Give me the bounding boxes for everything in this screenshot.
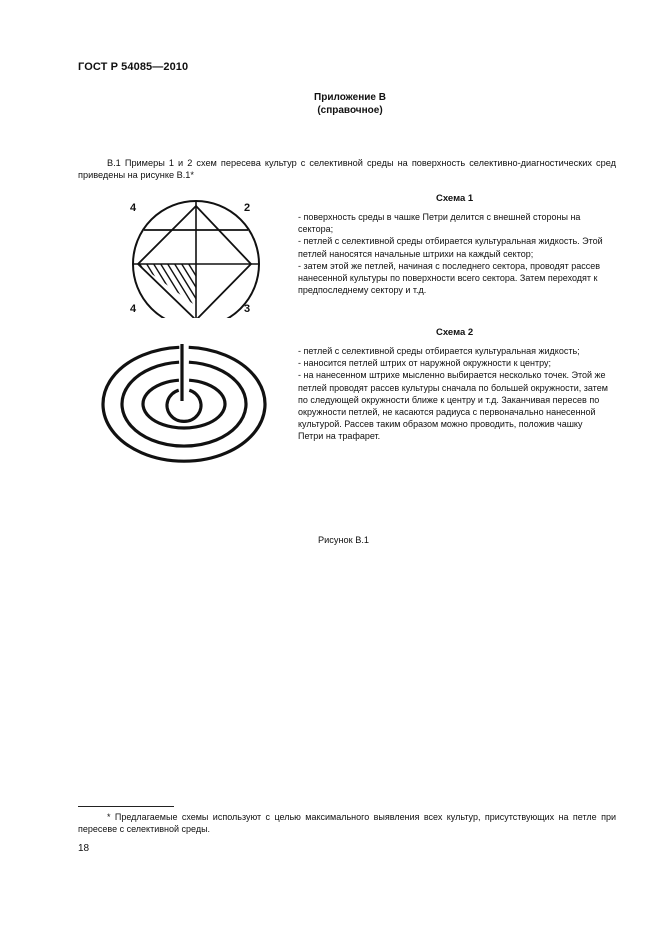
document-header: ГОСТ Р 54085—2010 [78, 61, 189, 73]
footnote-divider [78, 806, 174, 807]
appendix-subtitle: (справочное) [317, 105, 383, 116]
scheme1-line: - петлей с селективной среды отбирается культуральная жидкость. Этой петлей наносятся начальные штрихи на каждый сектор; [298, 236, 603, 259]
scheme2-description [298, 345, 609, 443]
footnote: * Предлагаемые схемы используют с целью максимального выявления всех культур, присутствующих на петле при пересеве с селективной среды. [78, 812, 616, 834]
scheme1-description [298, 211, 609, 296]
ring-inner [167, 390, 201, 421]
sector-label-bottom-right: 3 [244, 303, 251, 315]
sector-label-top-right: 2 [244, 202, 251, 214]
scheme2-title: Схема 2 [436, 327, 474, 338]
appendix-heading [200, 91, 500, 117]
scheme2-diagram [96, 344, 268, 468]
figure-caption: Рисунок В.1 [318, 535, 369, 545]
scheme1-title: Схема 1 [436, 193, 474, 204]
scheme2-line: - петлей с селективной среды отбирается культуральная жидкость; [298, 346, 580, 356]
sector-label-bottom-left: 4 [130, 303, 137, 315]
sector-label-top-left: 4 [130, 202, 137, 214]
appendix-title: Приложение В [314, 92, 386, 103]
scheme1-line: - поверхность среды в чашке Петри делится с внешней стороны на сектора; [298, 212, 581, 235]
scheme1-diagram [118, 198, 273, 318]
scheme1-line: - затем этой же петлей, начиная с последнего сектора, проводят рассев нанесенной культуры по поверхности всего сектора. Затем переходят к предпоследнему сектору и т.д. [298, 260, 601, 296]
page-number: 18 [78, 843, 90, 854]
ring-outer [103, 347, 265, 461]
intro-paragraph: В.1 Примеры 1 и 2 схем пересева культур с селективной среды на поверхность селективно-диагностических сред приведены на рисунке В.1* [78, 158, 616, 180]
scheme2-line: - наносится петлей штрих от наружной окружности к центру; [298, 358, 552, 369]
sector-diamond [138, 206, 251, 318]
ring-second [122, 362, 246, 446]
scheme2-line: - на нанесенном штрихе мысленно выбирается несколько точек. Этой же петлей проводят рассев культуры сначала по большей окружности, затем по следующей окружности ближе к центру и т.д. Заканчивая пересев по окружности петлей, не касаются радиуса с первоначально нанесенной культурой. Рассев таким образом можно проводить, положив чашку Петри на трафарет. [298, 370, 608, 442]
